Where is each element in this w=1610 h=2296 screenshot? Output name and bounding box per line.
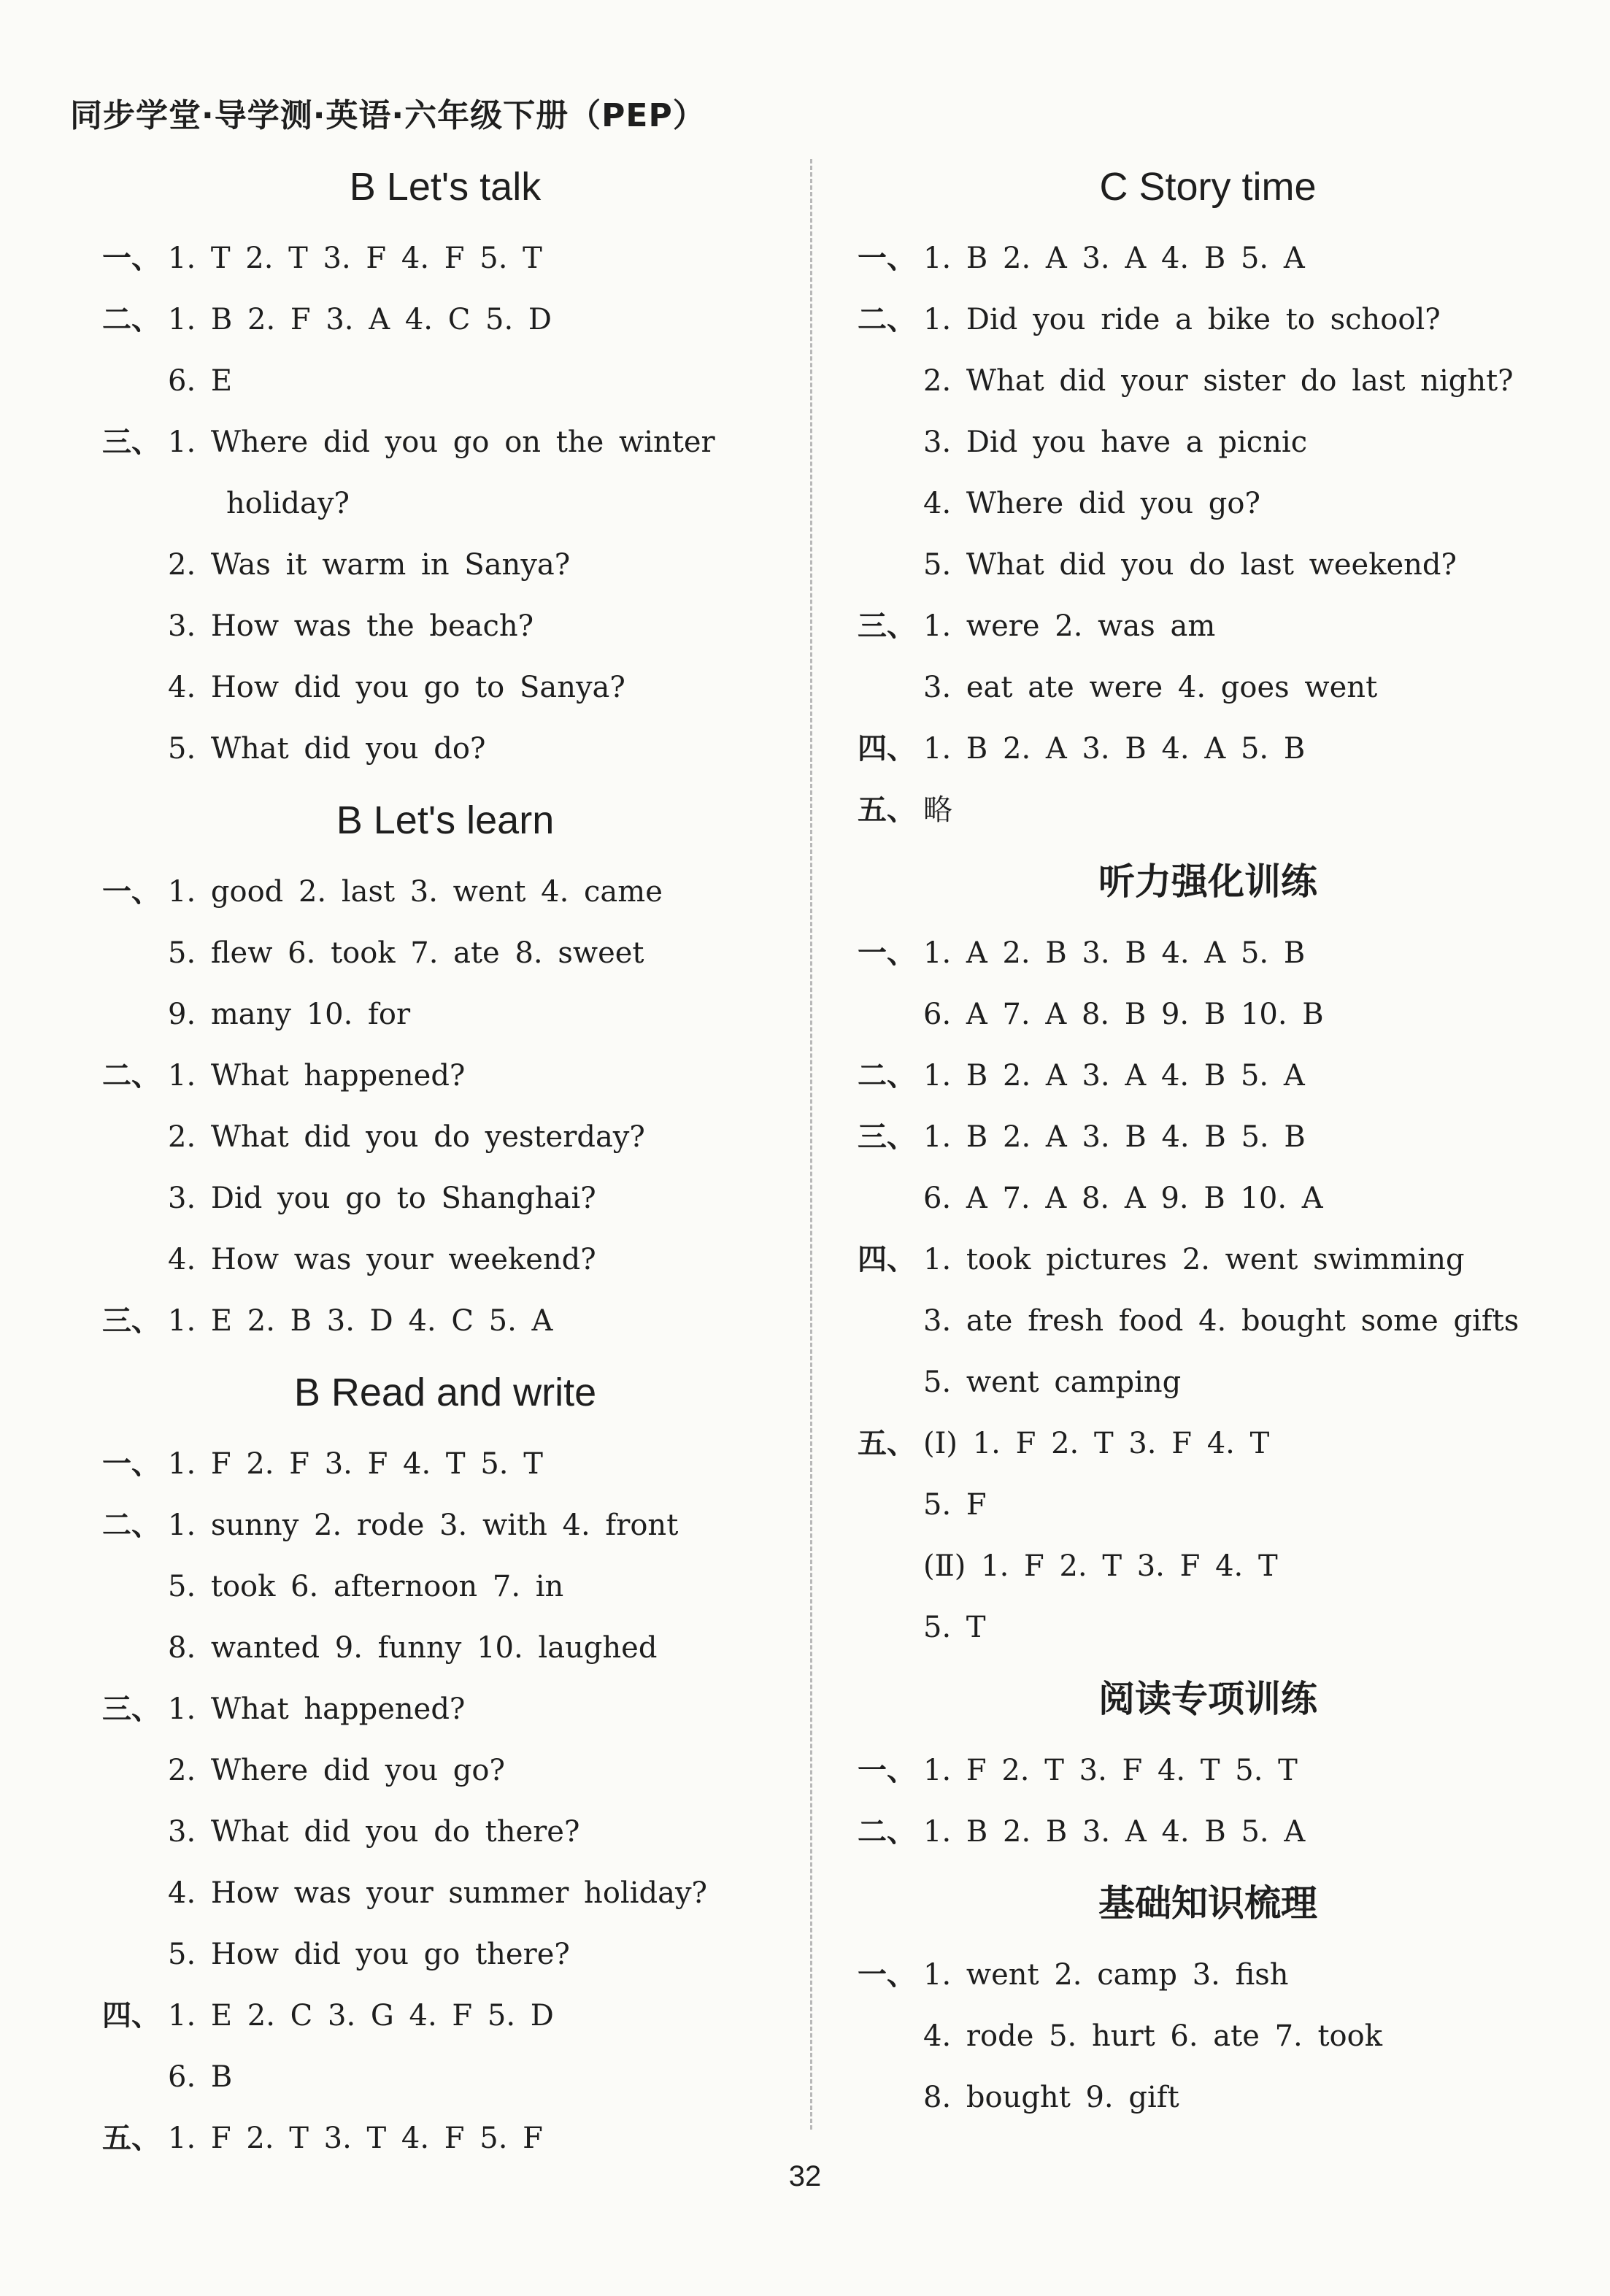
answer-text: 1. B 2. F 3. A 4. C 5. D [168,303,552,336]
answer-text: 5. went camping [923,1365,1182,1399]
question-number: 二、 [102,1509,161,1542]
answer-text: 略 [923,793,952,827]
answer-text: 1. went 2. camp 3. fish [923,1958,1289,1992]
question-number: 一、 [102,1447,161,1481]
answer-text: 4. How was your summer holiday? [168,1876,707,1910]
answer-line [102,1862,788,1924]
answer-line [102,1045,788,1106]
answer-text: 1. E 2. C 3. G 4. F 5. D [168,1999,554,2033]
question-number: 五、 [858,793,916,827]
answer-line [858,534,1558,596]
answer-line [102,412,788,473]
answer-text: (Ⅱ) 1. F 2. T 3. F 4. T [923,1549,1278,1583]
answer-text: 3. ate fresh food 4. bought some gifts [923,1304,1520,1338]
answer-line [102,2046,788,2108]
answer-line [858,1290,1558,1352]
answer-text: 1. Where did you go on the winter [168,425,715,459]
answer-line [858,1597,1558,1658]
answer-text: 4. rode 5. hurt 6. ate 7. took [923,2019,1382,2053]
answer-text: 2. What did you do yesterday? [168,1120,645,1154]
answer-line [102,1106,788,1168]
question-number: 一、 [858,242,916,275]
answer-text: 1. were 2. was am [923,609,1216,643]
question-number: 三、 [102,425,161,459]
answer-text: 5. How did you go there? [168,1938,570,1971]
answer-line [858,473,1558,534]
column-divider [810,159,812,2130]
answer-text: 1. A 2. B 3. B 4. A 5. B [923,936,1306,970]
answer-text: 4. How was your weekend? [168,1243,596,1276]
answer-text: holiday? [226,487,350,520]
answer-text: 1. F 2. F 3. F 4. T 5. T [168,1447,543,1481]
answer-text: 5. F [923,1488,987,1522]
answer-line [102,861,788,922]
answer-text: (Ⅰ) 1. F 2. T 3. F 4. T [923,1427,1270,1460]
section-listening-training [858,841,1558,1658]
answer-line [102,1740,788,1801]
answer-line [102,1985,788,2046]
section-basic-knowledge [858,1862,1558,2128]
answer-line [102,473,788,534]
answer-text: 1. E 2. B 3. D 4. C 5. A [168,1304,553,1338]
answer-text: 5. What did you do? [168,732,486,766]
section-title: 听力强化训练 [1098,860,1317,903]
answer-line [858,228,1558,289]
question-number: 一、 [858,1754,916,1787]
answer-line [102,1617,788,1679]
answer-line [858,1944,1558,2006]
answer-line [858,718,1558,779]
answer-line [102,1556,788,1617]
question-number: 三、 [102,1692,161,1726]
answer-line [858,1801,1558,1862]
question-number: 一、 [102,242,161,275]
question-number: 一、 [858,1958,916,1992]
left-column [102,146,788,2169]
section-lets-learn [102,779,788,1352]
answer-line [102,657,788,718]
question-number: 四、 [858,1243,916,1276]
question-number: 二、 [102,303,161,336]
answer-text: 6. B [168,2060,233,2094]
answer-line [102,534,788,596]
answer-line [102,289,788,350]
answer-text: 1. What happened? [168,1692,466,1726]
answer-line [102,350,788,412]
section-story-time [858,146,1558,841]
answer-text: 8. bought 9. gift [923,2081,1179,2114]
section-title: B Read and write [293,1371,597,1414]
answer-line [102,1290,788,1352]
question-number: 二、 [858,1059,916,1093]
answer-text: 3. Did you have a picnic [923,425,1308,459]
answer-line [858,1474,1558,1536]
question-number: 四、 [102,1999,161,2033]
answer-line [858,596,1558,657]
answer-text: 8. wanted 9. funny 10. laughed [168,1631,658,1665]
answer-line [858,412,1558,473]
question-number: 三、 [102,1304,161,1338]
answer-line [858,1740,1558,1801]
section-title: 基础知识梳理 [1098,1882,1317,1925]
answer-line [858,1413,1558,1474]
answer-text: 1. F 2. T 3. F 4. T 5. T [923,1754,1298,1787]
answer-text: 3. What did you do there? [168,1815,580,1849]
answer-text: 2. Was it warm in Sanya? [168,548,571,582]
question-number: 二、 [102,1059,161,1093]
answer-line [102,1433,788,1495]
answer-text: 1. T 2. T 3. F 4. F 5. T [168,242,542,275]
answer-text: 1. B 2. B 3. A 4. B 5. A [923,1815,1306,1849]
answer-line [102,1801,788,1862]
answer-line [858,1352,1558,1413]
answer-line [102,228,788,289]
question-number: 二、 [858,1815,916,1849]
answer-text: 6. E [168,364,233,398]
question-number: 一、 [102,875,161,909]
answer-line [102,984,788,1045]
answer-text: 6. A 7. A 8. B 9. B 10. B [923,998,1324,1031]
answer-line [858,1229,1558,1290]
question-number: 一、 [858,936,916,970]
answer-text: 1. took pictures 2. went swimming [923,1243,1465,1276]
answer-line [858,657,1558,718]
section-read-and-write [102,1352,788,2169]
book-header: 同步学堂·导学测·英语·六年级下册（PEP） [70,97,706,134]
section-title: B Let's learn [336,798,555,842]
answer-text: 1. F 2. T 3. T 4. F 5. F [168,2122,543,2155]
answer-text: 9. many 10. for [168,998,411,1031]
answer-line [858,1045,1558,1106]
answer-line [102,1229,788,1290]
answer-text: 1. What happened? [168,1059,466,1093]
answer-text: 1. B 2. A 3. B 4. A 5. B [923,732,1306,766]
question-number: 二、 [858,303,916,336]
section-title: B Let's talk [349,165,542,209]
answer-text: 5. took 6. afternoon 7. in [168,1570,564,1603]
answer-text: 5. What did you do last weekend? [923,548,1457,582]
answer-text: 1. Did you ride a bike to school? [923,303,1441,336]
answer-line [858,922,1558,984]
answer-line [102,718,788,779]
answer-line [858,1536,1558,1597]
question-number: 四、 [858,732,916,766]
answer-text: 3. eat ate were 4. goes went [923,671,1378,704]
section-reading-training [858,1658,1558,1862]
section-lets-talk [102,146,788,779]
answer-text: 5. T [923,1611,986,1644]
answer-line [858,1168,1558,1229]
question-number: 三、 [858,1120,916,1154]
answer-line [858,2067,1558,2128]
answer-text: 6. A 7. A 8. A 9. B 10. A [923,1182,1323,1215]
answer-line [102,1679,788,1740]
answer-text: 4. How did you go to Sanya? [168,671,625,704]
answer-text: 4. Where did you go? [923,487,1260,520]
answer-line [858,1106,1558,1168]
answer-line [102,1495,788,1556]
answer-line [858,289,1558,350]
answer-text: 3. Did you go to Shanghai? [168,1182,596,1215]
question-number: 五、 [102,2122,161,2155]
page-number: 32 [788,2160,822,2192]
section-title: 阅读专项训练 [1098,1678,1317,1720]
answer-line [858,350,1558,412]
answer-text: 1. B 2. A 3. A 4. B 5. A [923,1059,1305,1093]
answer-line [102,1924,788,1985]
right-column [858,146,1558,2128]
answer-text: 2. Where did you go? [168,1754,505,1787]
answer-text: 2. What did your sister do last night? [923,364,1514,398]
answer-line [102,596,788,657]
answer-text: 1. good 2. last 3. went 4. came [168,875,663,909]
question-number: 五、 [858,1427,916,1460]
answer-text: 1. sunny 2. rode 3. with 4. front [168,1509,679,1542]
answer-line [858,984,1558,1045]
answer-line [858,779,1558,841]
question-number: 三、 [858,609,916,643]
answer-text: 3. How was the beach? [168,609,534,643]
answer-text: 1. B 2. A 3. B 4. B 5. B [923,1120,1306,1154]
section-title: C Story time [1099,165,1317,209]
answer-line [102,1168,788,1229]
answer-text: 5. flew 6. took 7. ate 8. sweet [168,936,644,970]
answer-line [858,2006,1558,2067]
answer-text: 1. B 2. A 3. A 4. B 5. A [923,242,1305,275]
answer-line [102,922,788,984]
